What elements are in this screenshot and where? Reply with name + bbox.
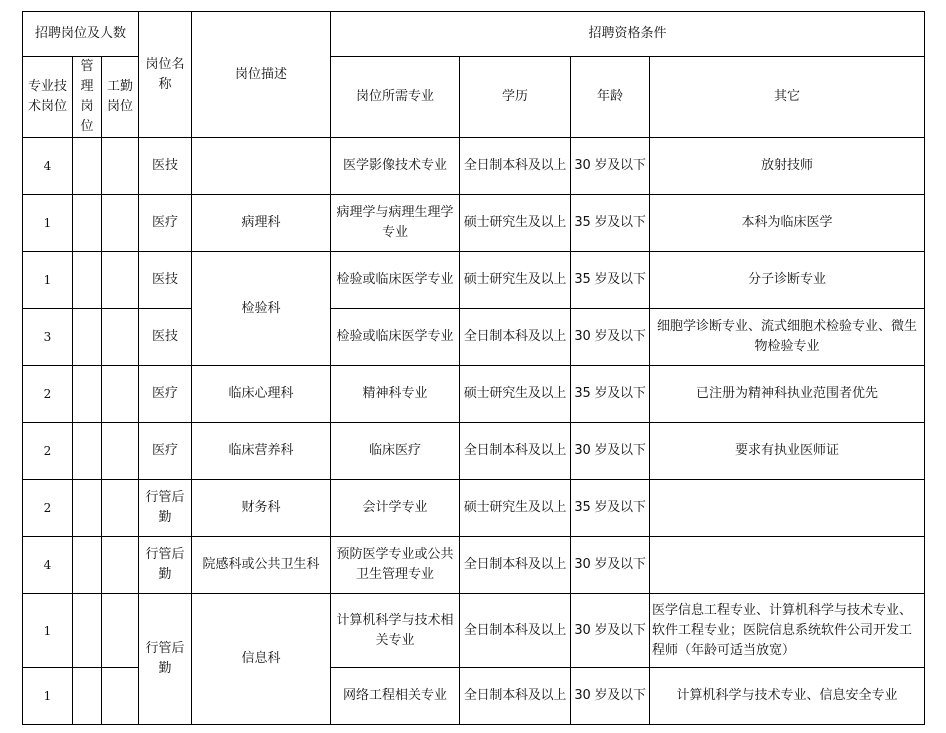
table-row <box>23 480 925 537</box>
tech-count: 2 <box>23 366 73 423</box>
work-count <box>102 366 139 423</box>
header-work-position: 工勤岗位 <box>102 57 139 138</box>
required-major: 病理学与病理生理学专业 <box>331 195 460 252</box>
position-desc: 院感科或公共卫生科 <box>192 537 331 594</box>
tech-count: 3 <box>23 309 73 366</box>
required-major: 网络工程相关专业 <box>331 668 460 725</box>
mgmt-count <box>73 668 102 725</box>
other-requirements: 要求有执业医师证 <box>650 423 925 480</box>
other-requirements: 计算机科学与技术专业、信息安全专业 <box>650 668 925 725</box>
other-requirements: 分子诊断专业 <box>650 252 925 309</box>
required-major: 预防医学专业或公共卫生管理专业 <box>331 537 460 594</box>
position-desc: 信息科 <box>192 594 331 725</box>
education: 全日制本科及以上 <box>460 309 571 366</box>
age-limit: 35 岁及以下 <box>571 252 650 309</box>
tech-count: 1 <box>23 195 73 252</box>
tech-count: 4 <box>23 537 73 594</box>
tech-count: 1 <box>23 594 73 668</box>
table-row <box>23 138 925 195</box>
tech-count: 2 <box>23 423 73 480</box>
education: 全日制本科及以上 <box>460 668 571 725</box>
position-name: 医技 <box>139 252 192 309</box>
age-limit: 30 岁及以下 <box>571 594 650 668</box>
other-requirements: 细胞学诊断专业、流式细胞术检验专业、微生物检验专业 <box>650 309 925 366</box>
mgmt-count <box>73 138 102 195</box>
mgmt-count <box>73 309 102 366</box>
work-count <box>102 423 139 480</box>
header-tech-position: 专业技术岗位 <box>23 57 73 138</box>
mgmt-count <box>73 480 102 537</box>
position-desc: 病理科 <box>192 195 331 252</box>
work-count <box>102 195 139 252</box>
mgmt-count <box>73 252 102 309</box>
other-requirements <box>650 537 925 594</box>
position-name: 行管后勤 <box>139 537 192 594</box>
position-desc: 临床心理科 <box>192 366 331 423</box>
other-requirements: 放射技师 <box>650 138 925 195</box>
tech-count: 2 <box>23 480 73 537</box>
position-name: 行管后勤 <box>139 594 192 725</box>
work-count <box>102 668 139 725</box>
tech-count: 4 <box>23 138 73 195</box>
required-major: 检验或临床医学专业 <box>331 309 460 366</box>
header-age: 年龄 <box>571 57 650 138</box>
age-limit: 30 岁及以下 <box>571 537 650 594</box>
table-row <box>23 309 925 366</box>
header-position-desc: 岗位描述 <box>192 12 331 138</box>
position-name: 医技 <box>139 309 192 366</box>
position-name: 医疗 <box>139 195 192 252</box>
work-count <box>102 138 139 195</box>
header-education: 学历 <box>460 57 571 138</box>
header-position-name: 岗位名称 <box>139 12 192 138</box>
required-major: 精神科专业 <box>331 366 460 423</box>
education: 硕士研究生及以上 <box>460 252 571 309</box>
other-requirements: 已注册为精神科执业范围者优先 <box>650 366 925 423</box>
education: 全日制本科及以上 <box>460 594 571 668</box>
tech-count: 1 <box>23 252 73 309</box>
age-limit: 30 岁及以下 <box>571 309 650 366</box>
required-major: 会计学专业 <box>331 480 460 537</box>
table-row <box>23 537 925 594</box>
other-requirements: 本科为临床医学 <box>650 195 925 252</box>
position-desc: 财务科 <box>192 480 331 537</box>
mgmt-count <box>73 423 102 480</box>
table-row <box>23 195 925 252</box>
header-mgmt-position: 管理岗位 <box>73 57 102 138</box>
table-row <box>23 366 925 423</box>
position-desc <box>192 138 331 195</box>
education: 硕士研究生及以上 <box>460 366 571 423</box>
position-name: 医技 <box>139 138 192 195</box>
mgmt-count <box>73 195 102 252</box>
education: 全日制本科及以上 <box>460 423 571 480</box>
recruitment-table <box>22 11 925 725</box>
position-name: 医疗 <box>139 423 192 480</box>
header-major: 岗位所需专业 <box>331 57 460 138</box>
age-limit: 30 岁及以下 <box>571 423 650 480</box>
mgmt-count <box>73 537 102 594</box>
required-major: 临床医疗 <box>331 423 460 480</box>
table-row <box>23 423 925 480</box>
other-requirements <box>650 480 925 537</box>
age-limit: 35 岁及以下 <box>571 480 650 537</box>
age-limit: 30 岁及以下 <box>571 138 650 195</box>
age-limit: 35 岁及以下 <box>571 195 650 252</box>
tech-count: 1 <box>23 668 73 725</box>
mgmt-count <box>73 594 102 668</box>
position-name: 医疗 <box>139 366 192 423</box>
education: 硕士研究生及以上 <box>460 195 571 252</box>
position-name: 行管后勤 <box>139 480 192 537</box>
table-row <box>23 252 925 309</box>
required-major: 检验或临床医学专业 <box>331 252 460 309</box>
required-major: 医学影像技术专业 <box>331 138 460 195</box>
header-qualifications: 招聘资格条件 <box>331 12 925 57</box>
table-row <box>23 594 925 668</box>
education: 全日制本科及以上 <box>460 138 571 195</box>
position-desc: 临床营养科 <box>192 423 331 480</box>
education: 硕士研究生及以上 <box>460 480 571 537</box>
age-limit: 30 岁及以下 <box>571 668 650 725</box>
header-other: 其它 <box>650 57 925 138</box>
position-desc: 检验科 <box>192 252 331 366</box>
mgmt-count <box>73 366 102 423</box>
work-count <box>102 594 139 668</box>
required-major: 计算机科学与技术相关专业 <box>331 594 460 668</box>
other-requirements: 医学信息工程专业、计算机科学与技术专业、软件工程专业；医院信息系统软件公司开发工程师（年龄可适当放宽） <box>650 594 925 668</box>
header-positions-count: 招聘岗位及人数 <box>23 12 139 57</box>
education: 全日制本科及以上 <box>460 537 571 594</box>
work-count <box>102 252 139 309</box>
work-count <box>102 309 139 366</box>
work-count <box>102 537 139 594</box>
work-count <box>102 480 139 537</box>
age-limit: 35 岁及以下 <box>571 366 650 423</box>
